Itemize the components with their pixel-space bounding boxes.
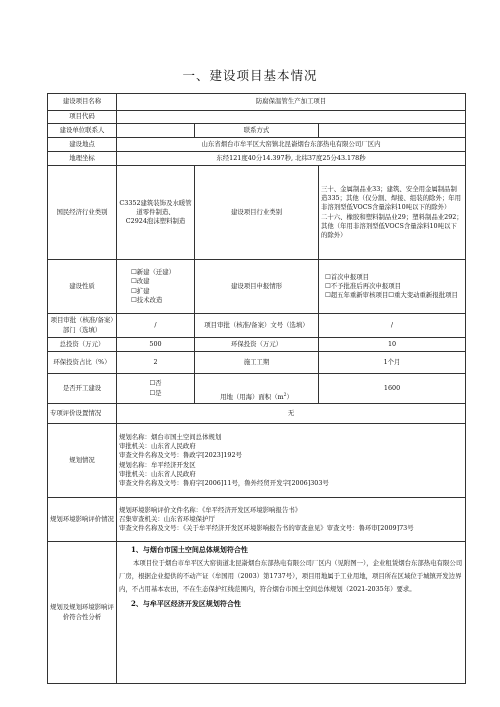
option-new[interactable]: ☐新建（迁建）	[131, 267, 176, 276]
planning-line: 审查文件名称及文号：鲁政字[2023]192号	[119, 451, 242, 460]
value-approval-no: /	[319, 314, 466, 338]
row-industry	[48, 166, 466, 260]
compliance-heading-1: 1、与烟台市国土空间总体规划符合性	[131, 545, 248, 554]
value-special: 无	[117, 404, 466, 424]
label-industry: 国民经济行业类别	[48, 166, 117, 260]
value-contact-method	[319, 124, 466, 138]
row-started	[48, 374, 466, 404]
nature-options	[117, 260, 195, 314]
label-env-investment: 环保投资（万元）	[195, 338, 319, 352]
label-approval-dept: 项目审批（核准/备案）部门（选填）	[48, 314, 117, 338]
row-compliance	[48, 542, 466, 684]
value-compliance	[117, 542, 466, 684]
value-approval-dept: /	[117, 314, 195, 338]
row-approval	[48, 314, 466, 338]
value-coords: 东经121度40分14.397秒, 北纬37度25分43.178秒	[117, 152, 466, 166]
row-coords	[48, 152, 466, 166]
plan-eia-line: 召集审查机关：山东省环境保护厅	[119, 514, 215, 523]
land-area-sup: 2	[283, 392, 287, 398]
value-env-ratio: 2	[117, 352, 195, 374]
label-land-area	[195, 374, 319, 404]
compliance-heading-2: 2、与牟平区经济开发区规划符合性	[131, 598, 241, 608]
row-special	[48, 404, 466, 424]
planning-line: 审批机关：山东省人民政府	[119, 441, 196, 450]
value-location: 山东省烟台市牟平区大窑镇北昆嵛烟台东部热电有限公司厂区内	[117, 138, 466, 152]
row-location	[48, 138, 466, 152]
project-info-table	[47, 93, 466, 684]
option-re-declaration[interactable]: ☐不予批准后再次申报项目	[325, 281, 402, 290]
compliance-paragraph: 本项目位于烟台市牟平区大窑街道北昆嵛烟台东部热电有限公司厂区内（见附图一），企业租赁烟台东部热电有限公司厂房，根据企业提供的不动产证（牟国用（2003）第1737号），项目用地属于工业用地，项目所在区域位于城镇开发边界内，不占用基本农田，不在生态保护红线范围内，符合烟台市国土空间总体规划（2021-2035年）要求。	[119, 559, 463, 594]
label-started: 是否开工建设	[48, 374, 117, 404]
row-planning	[48, 424, 466, 498]
value-plan-eia	[117, 498, 466, 542]
declaration-options	[319, 260, 466, 314]
value-project-industry	[319, 166, 466, 260]
value-contact	[117, 124, 195, 138]
land-area-prefix: 用地（用海）面积（m	[220, 392, 284, 401]
label-total-investment: 总投资（万元）	[48, 338, 117, 352]
industry-code-1: C3352建筑装饰及水暖管道零件制造、	[119, 198, 192, 216]
option-review-major-change[interactable]: ☐超五年重新审核项目☐重大变动重新报批项目	[325, 291, 458, 300]
page-title: 一、建设项目基本情况	[182, 68, 318, 83]
planning-line: 审批机关：山东省人民政府	[119, 469, 196, 478]
value-env-investment: 10	[319, 338, 466, 352]
row-project-name	[48, 94, 466, 111]
option-tech-upgrade[interactable]: ☐技术改造	[131, 295, 163, 304]
label-contact: 建设单位联系人	[48, 124, 117, 138]
value-planning	[117, 424, 466, 498]
label-project-code: 项目代码	[48, 111, 117, 124]
option-started[interactable]: ☐是	[149, 388, 162, 397]
label-planning: 规划情况	[48, 424, 117, 498]
project-industry-1: 三十、金属制品业33；建筑、安全用金属制品制造335；其他（仅分割、焊接、组装的除外；年用非溶剂型低VOCS含量涂料10吨以下的除外）	[321, 184, 462, 212]
label-plan-eia: 规划环境影响评价情况	[48, 498, 117, 542]
option-expand[interactable]: ☐扩建	[131, 286, 150, 295]
label-nature: 建设性质	[48, 260, 117, 314]
label-declaration: 建设项目申报情形	[195, 260, 319, 314]
row-nature	[48, 260, 466, 314]
plan-eia-line: 规划环境影响评价文件名称：《牟平经济开发区环境影响报告书》	[119, 505, 302, 514]
label-coords: 地理坐标	[48, 152, 117, 166]
plan-eia-line: 审查文件名称及文号：《关于牟平经济开发区环境影响报告书的审查意见》审查文号：鲁环审[2009]73号	[119, 524, 414, 533]
planning-line: 审查文件名称及文号：鲁府字[2006]11号，鲁外经贸开发字[2006]303号	[119, 479, 329, 488]
option-not-started[interactable]: ☐否	[149, 379, 162, 388]
value-project-name: 防腐保温管生产加工项目	[117, 94, 466, 111]
row-ratio	[48, 352, 466, 374]
value-total-investment: 500	[117, 338, 195, 352]
planning-line: 规划名称：牟平经济开发区	[119, 460, 196, 469]
land-area-suffix: ）	[286, 392, 293, 401]
value-land-area: 1600	[319, 374, 466, 404]
option-rebuild[interactable]: ☐改建	[131, 277, 150, 286]
project-industry-2: 二十六、橡胶和塑料制品业29；塑料制品业292；其他（年用非溶剂型低VOCS含量涂料10吨以下的除外）	[321, 212, 463, 240]
started-options	[117, 374, 195, 404]
label-construction-period: 施工工期	[195, 352, 319, 374]
label-contact-method: 联系方式	[195, 124, 319, 138]
label-project-name: 建设项目名称	[48, 94, 117, 111]
label-env-ratio: 环保投资占比（%）	[48, 352, 117, 374]
option-first-declaration[interactable]: ☐首次申报项目	[325, 272, 370, 281]
label-approval-no: 项目审批（核准/备案）文号（选填）	[195, 314, 319, 338]
value-construction-period: 1个月	[319, 352, 466, 374]
label-location: 建设地点	[48, 138, 117, 152]
row-contact	[48, 124, 466, 138]
label-project-industry: 建设项目行业类别	[195, 166, 319, 260]
label-compliance: 规划及规划环境影响评价符合性分析	[48, 542, 117, 684]
row-project-code	[48, 111, 466, 124]
industry-code-2: C2924泡沫塑料制造	[125, 217, 186, 226]
value-project-code	[117, 111, 466, 124]
row-plan-eia	[48, 498, 466, 542]
value-industry	[117, 166, 195, 260]
planning-line: 规划名称：烟台市国土空间总体规划	[119, 432, 222, 441]
label-special: 专项评价设置情况	[48, 404, 117, 424]
row-investment	[48, 338, 466, 352]
